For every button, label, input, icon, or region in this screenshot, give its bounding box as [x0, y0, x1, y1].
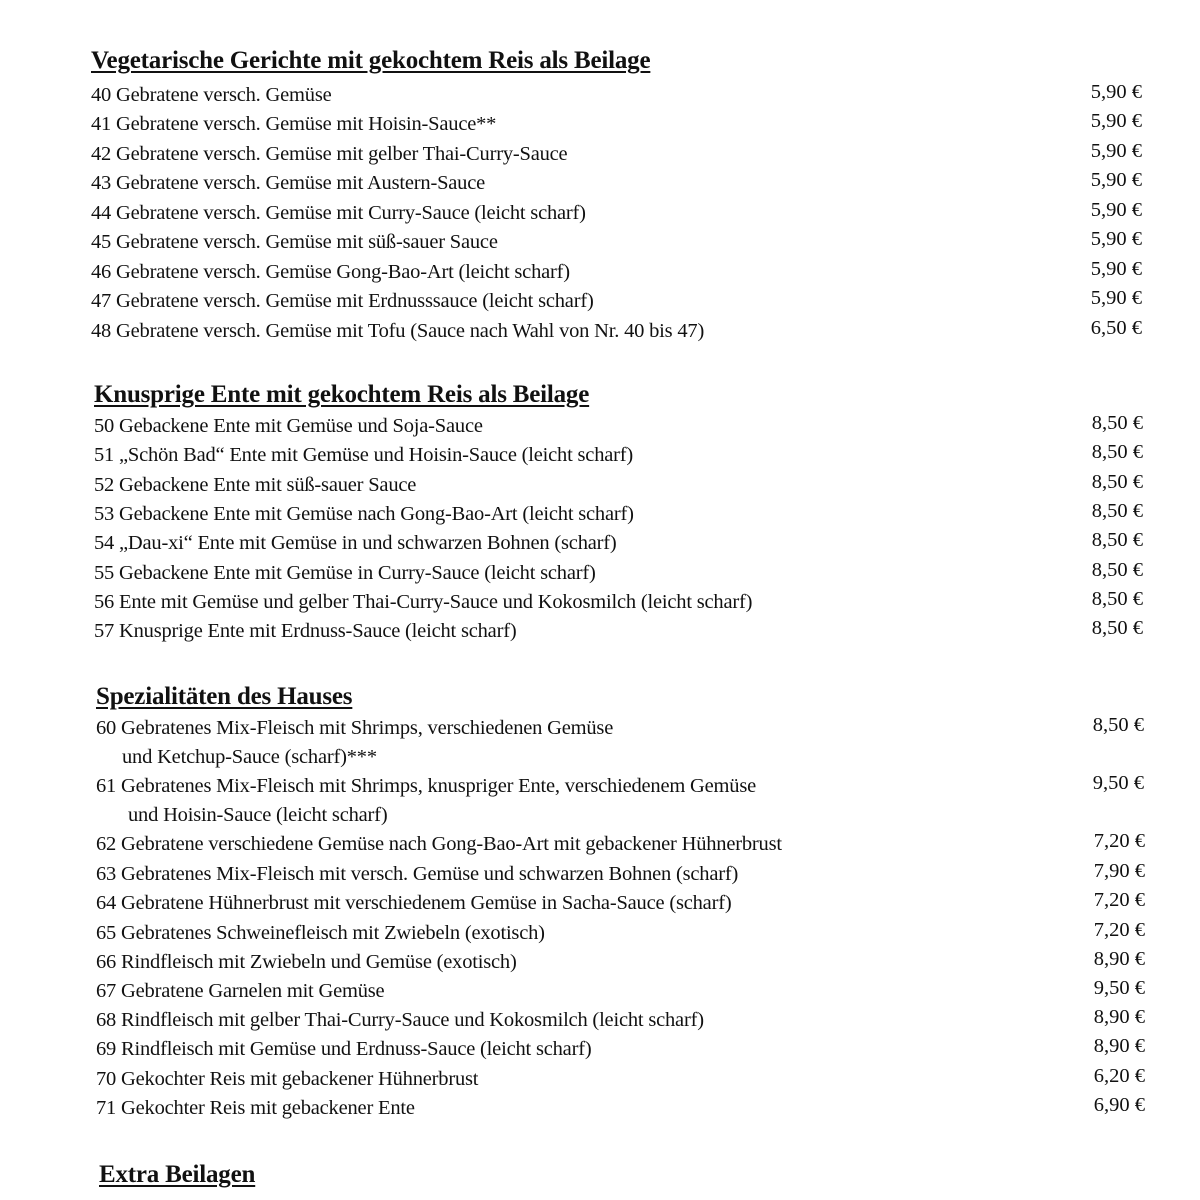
item-name-continued: und Hoisin-Sauce (leicht scharf)	[128, 804, 388, 826]
item-name: 48 Gebratene versch. Gemüse mit Tofu (Sauce nach Wahl von Nr. 40 bis 47)	[91, 320, 705, 342]
menu-item	[0, 441, 1200, 470]
item-price: 5,90 €	[1090, 228, 1142, 250]
item-name: 54 „Dau-xi“ Ente mit Gemüse in und schwarzen Bohnen (scharf)	[94, 532, 617, 554]
item-name: 43 Gebratene versch. Gemüse mit Austern-Sauce	[91, 172, 486, 194]
item-price: 7,20 €	[1093, 889, 1145, 911]
menu-item	[0, 529, 1200, 558]
menu-item	[0, 919, 1200, 948]
menu-item	[0, 714, 1200, 772]
section-heading: Knusprige Ente mit gekochtem Reis als Beilage	[94, 381, 590, 408]
item-price: 8,50 €	[1091, 441, 1143, 463]
menu-item	[0, 287, 1200, 316]
item-price: 5,90 €	[1090, 258, 1142, 280]
item-name: 51 „Schön Bad“ Ente mit Gemüse und Hoisin-Sauce (leicht scharf)	[94, 444, 634, 466]
item-name: 71 Gekochter Reis mit gebackener Ente	[96, 1097, 415, 1119]
item-name: 41 Gebratene versch. Gemüse mit Hoisin-Sauce**	[91, 113, 497, 135]
item-name: 62 Gebratene verschiedene Gemüse nach Gong-Bao-Art mit gebackener Hühnerbrust	[96, 833, 782, 855]
item-name: 45 Gebratene versch. Gemüse mit süß-sauer Sauce	[91, 231, 498, 253]
menu-item	[0, 1094, 1200, 1123]
menu-item	[0, 199, 1200, 228]
menu-item	[0, 772, 1200, 830]
item-name: 64 Gebratene Hühnerbrust mit verschiedenem Gemüse in Sacha-Sauce (scharf)	[96, 892, 732, 914]
item-price: 7,20 €	[1093, 830, 1145, 852]
item-price: 8,90 €	[1093, 1006, 1145, 1028]
item-price: 8,50 €	[1091, 500, 1143, 522]
item-name: 61 Gebratenes Mix-Fleisch mit Shrimps, knuspriger Ente, verschiedenem Gemüse	[96, 775, 757, 797]
menu-item	[0, 412, 1200, 441]
item-name: 57 Knusprige Ente mit Erdnuss-Sauce (leicht scharf)	[94, 620, 517, 642]
menu-item	[0, 889, 1200, 918]
item-price: 8,50 €	[1091, 559, 1143, 581]
item-name: 42 Gebratene versch. Gemüse mit gelber Thai-Curry-Sauce	[91, 143, 568, 165]
item-price: 8,90 €	[1093, 1035, 1145, 1057]
item-price: 8,90 €	[1093, 948, 1145, 970]
item-price: 6,90 €	[1093, 1094, 1145, 1116]
item-price: 7,90 €	[1093, 860, 1145, 882]
item-price: 9,50 €	[1092, 772, 1144, 794]
menu-item	[0, 471, 1200, 500]
item-name: 63 Gebratenes Mix-Fleisch mit versch. Gemüse und schwarzen Bohnen (scharf)	[96, 863, 739, 885]
item-name: 56 Ente mit Gemüse und gelber Thai-Curry-Sauce und Kokosmilch (leicht scharf)	[94, 591, 753, 613]
item-price: 5,90 €	[1090, 169, 1142, 191]
item-price: 8,50 €	[1091, 412, 1143, 434]
menu-item	[0, 1035, 1200, 1064]
menu-item	[0, 228, 1200, 257]
menu-item	[0, 258, 1200, 287]
item-name-continued: und Ketchup-Sauce (scharf)***	[122, 746, 377, 768]
item-name: 50 Gebackene Ente mit Gemüse und Soja-Sauce	[94, 415, 483, 437]
section-heading: Spezialitäten des Hauses	[96, 683, 353, 710]
menu-item	[0, 1006, 1200, 1035]
item-price: 6,20 €	[1093, 1065, 1145, 1087]
item-name: 47 Gebratene versch. Gemüse mit Erdnusssauce (leicht scharf)	[91, 290, 594, 312]
menu-item	[0, 1065, 1200, 1094]
item-price: 5,90 €	[1090, 287, 1142, 309]
item-price: 9,50 €	[1093, 977, 1145, 999]
menu-item	[0, 977, 1200, 1006]
item-price: 6,50 €	[1090, 317, 1142, 339]
item-price: 7,20 €	[1093, 919, 1145, 941]
menu-item	[0, 500, 1200, 529]
menu-item	[0, 617, 1200, 646]
item-price: 8,50 €	[1091, 529, 1143, 551]
item-name: 53 Gebackene Ente mit Gemüse nach Gong-Bao-Art (leicht scharf)	[94, 503, 634, 525]
menu-item	[0, 559, 1200, 588]
menu-item	[0, 317, 1200, 346]
item-name: 60 Gebratenes Mix-Fleisch mit Shrimps, verschiedenen Gemüse	[96, 717, 614, 739]
item-name: 70 Gekochter Reis mit gebackener Hühnerbrust	[96, 1068, 479, 1090]
item-name: 46 Gebratene versch. Gemüse Gong-Bao-Art (leicht scharf)	[91, 261, 570, 283]
item-price: 5,90 €	[1090, 110, 1142, 132]
menu-item	[0, 830, 1200, 859]
item-price: 8,50 €	[1091, 617, 1143, 639]
section-heading: Vegetarische Gerichte mit gekochtem Reis als Beilage	[91, 47, 651, 74]
section-heading: Extra Beilagen	[99, 1161, 256, 1188]
item-name: 52 Gebackene Ente mit süß-sauer Sauce	[94, 474, 417, 496]
item-name: 44 Gebratene versch. Gemüse mit Curry-Sauce (leicht scharf)	[91, 202, 586, 224]
item-name: 40 Gebratene versch. Gemüse	[91, 84, 332, 106]
menu-item	[0, 948, 1200, 977]
item-price: 8,50 €	[1092, 714, 1144, 736]
item-price: 8,50 €	[1091, 471, 1143, 493]
item-price: 5,90 €	[1090, 140, 1142, 162]
item-price: 8,50 €	[1091, 588, 1143, 610]
menu-item	[0, 140, 1200, 169]
item-name: 67 Gebratene Garnelen mit Gemüse	[96, 980, 385, 1002]
item-price: 5,90 €	[1090, 199, 1142, 221]
menu-item	[0, 588, 1200, 617]
item-price: 5,90 €	[1090, 81, 1142, 103]
item-name: 55 Gebackene Ente mit Gemüse in Curry-Sauce (leicht scharf)	[94, 562, 596, 584]
menu-item	[0, 860, 1200, 889]
item-name: 66 Rindfleisch mit Zwiebeln und Gemüse (exotisch)	[96, 951, 517, 973]
menu-item	[0, 169, 1200, 198]
menu-item	[0, 81, 1200, 110]
item-name: 65 Gebratenes Schweinefleisch mit Zwiebeln (exotisch)	[96, 922, 545, 944]
item-name: 68 Rindfleisch mit gelber Thai-Curry-Sauce und Kokosmilch (leicht scharf)	[96, 1009, 704, 1031]
item-name: 69 Rindfleisch mit Gemüse und Erdnuss-Sauce (leicht scharf)	[96, 1038, 592, 1060]
menu-item	[0, 110, 1200, 139]
